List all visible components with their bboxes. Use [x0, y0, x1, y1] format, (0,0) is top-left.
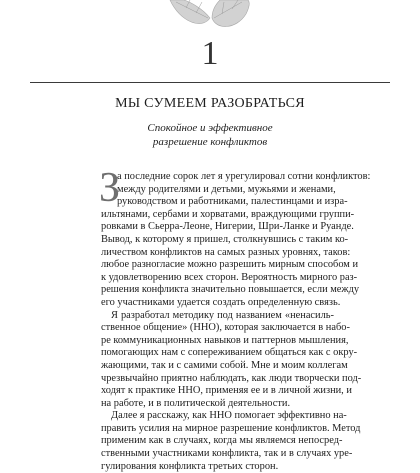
- text-line: ре коммуникационных навыков и паттернов мышления,: [101, 334, 349, 346]
- leaf-illustration: [150, 0, 270, 34]
- text-line: ственное общение» (ННО), которая заключается в набо-: [101, 322, 350, 334]
- text-line: применим как в случаях, когда мы являемся непосред-: [101, 435, 343, 447]
- chapter-title: МЫ СУМЕЕМ РАЗОБРАТЬСЯ: [115, 96, 305, 111]
- text-line: между родителями и детьми, мужьями и женами,: [117, 183, 336, 195]
- text-line: ильтянами, сербами и хорватами, враждующими группи-: [101, 208, 355, 220]
- text-line: жающими, так и с самими собой. Мне и моим коллегам: [101, 359, 348, 371]
- text-line: Далее я расскажу, как ННО помогает эффективно на-: [111, 410, 347, 422]
- body-text: [99, 165, 371, 473]
- text-line: решения конфликта значительно повышается, если между: [101, 284, 360, 296]
- text-line: к удовлетворению всех сторон. Вероятность мирного раз-: [101, 271, 358, 283]
- text-line: личеством конфликтов на самых разных уровнях, таков:: [101, 246, 351, 258]
- text-line: ровками в Сьерра-Леоне, Нигерии, Шри-Ланке и Руанде.: [101, 221, 354, 233]
- text-line: его участниками удается создать определенную связь.: [101, 296, 341, 308]
- text-line: ственными участниками конфликта, так и в случаях уре-: [101, 448, 353, 460]
- text-line: помогающих нам с сопереживанием общаться как с окру-: [101, 347, 358, 359]
- text-line: Вывод, к которому я пришел, столкнувшись с таким ко-: [101, 233, 349, 245]
- text-line: любое разногласие можно разрешить мирным способом и: [101, 259, 359, 271]
- subtitle-line: Спокойное и эффективное: [147, 122, 273, 134]
- text-line: а последние сорок лет я урегулировал сотни конфликтов:: [117, 171, 371, 182]
- text-line: править усилия на мирное разрешение конфликтов. Метод: [101, 422, 361, 434]
- chapter-number: 1: [201, 35, 219, 72]
- subtitle-line: разрешение конфликтов: [152, 136, 268, 148]
- text-line: руководством и работниками, палестинцами и изра-: [117, 196, 348, 208]
- drop-cap: З: [99, 165, 121, 211]
- chapter-subtitle: [0, 121, 420, 149]
- text-line: на работе, и в политической деятельности.: [101, 397, 291, 409]
- text-line: Я разработал методику под названием «ненасиль-: [111, 309, 334, 321]
- chapter-divider: [30, 82, 390, 83]
- text-line: ходят к практике ННО, применяя ее и в личной жизни, и: [101, 385, 352, 397]
- text-line: гулирования конфликта третьих сторон.: [101, 460, 279, 472]
- text-line: чрезвычайно приятно наблюдать, как люди творчески под-: [101, 372, 362, 384]
